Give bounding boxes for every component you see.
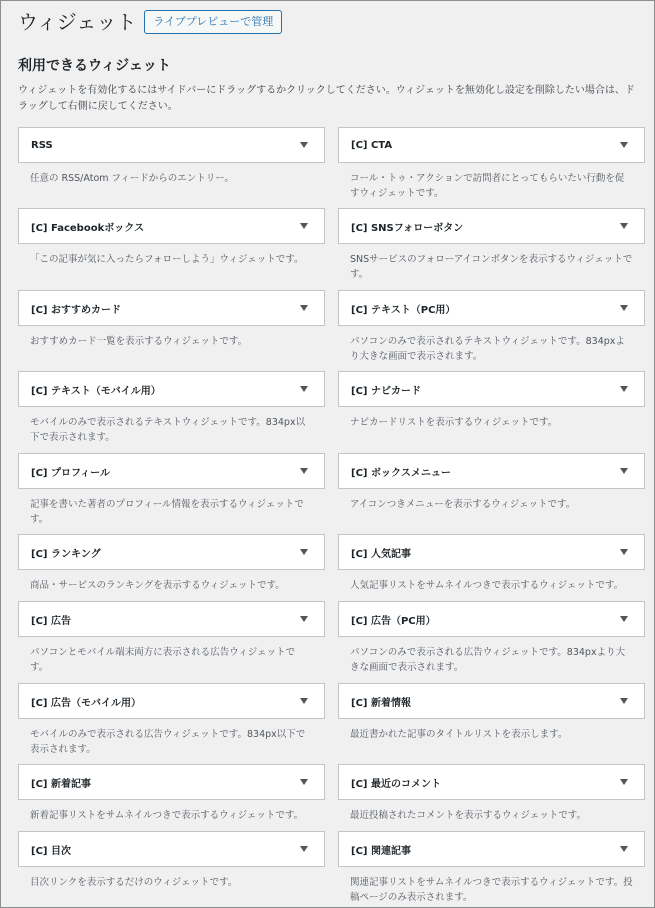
widget-title: [C] CTA: [351, 139, 393, 151]
widget-title: [C] テキスト（PC用）: [351, 304, 456, 316]
widget-title-bar[interactable]: [18, 208, 325, 244]
widget-title-bar[interactable]: [338, 831, 645, 867]
page-title: ウィジェット: [18, 10, 137, 34]
widget-ranking[interactable]: [18, 534, 325, 593]
widget-description: 「この記事が気に入ったらフォローしよう」ウィジェットです。: [30, 254, 304, 265]
page-header: [18, 9, 282, 35]
caret-down-icon[interactable]: [616, 218, 632, 234]
widget-description: おすすめカード一覧を表示するウィジェットです。: [30, 336, 248, 347]
available-widgets-title: 利用できるウィジェット: [18, 58, 171, 74]
widget-description: 商品・サービスのランキングを表示するウィジェットです。: [30, 580, 285, 591]
widget-ad[interactable]: [18, 601, 325, 675]
widget-profile[interactable]: [18, 453, 325, 527]
caret-down-icon[interactable]: [616, 381, 632, 397]
widget-description: コール・トゥ・アクションで訪問者にとってもらいたい行動を促すウィジェットです。: [350, 173, 625, 199]
widget-cta[interactable]: [338, 127, 645, 201]
widget-toc[interactable]: [18, 831, 325, 890]
widget-title-bar[interactable]: [18, 290, 325, 326]
widget-ad-pc[interactable]: [338, 601, 645, 675]
widget-title-bar[interactable]: [338, 290, 645, 326]
widget-text-mobile[interactable]: [18, 371, 325, 445]
widget-popular-posts[interactable]: [338, 534, 645, 593]
caret-down-icon[interactable]: [296, 693, 312, 709]
widget-description: パソコンとモバイル端末両方に表示される広告ウィジェットです。: [30, 647, 296, 673]
widget-description: 人気記事リストをサムネイルつきで表示するウィジェットです。: [350, 580, 624, 591]
widget-title: [C] 新着情報: [351, 697, 411, 709]
widget-new-posts[interactable]: [18, 764, 325, 823]
widget-description: モバイルのみで表示される広告ウィジェットです。834px以下で表示されます。: [30, 729, 306, 755]
widget-title-bar[interactable]: [338, 764, 645, 800]
caret-down-icon[interactable]: [616, 544, 632, 560]
widget-title-bar[interactable]: [338, 371, 645, 407]
widget-title: [C] プロフィール: [31, 467, 110, 479]
live-preview-button[interactable]: ライブプレビューで管理: [144, 10, 282, 34]
caret-down-icon[interactable]: [616, 693, 632, 709]
widget-title-bar[interactable]: [18, 831, 325, 867]
widget-description: アイコンつきメニューを表示するウィジェットです。: [350, 499, 576, 510]
widget-title-bar[interactable]: [18, 764, 325, 800]
caret-down-icon[interactable]: [296, 463, 312, 479]
widget-title: [C] 関連記事: [351, 845, 411, 857]
widget-title-bar[interactable]: [338, 683, 645, 719]
caret-down-icon[interactable]: [296, 218, 312, 234]
widget-description: パソコンのみで表示される広告ウィジェットです。834pxより大きな画面で表示されます。: [350, 647, 626, 673]
caret-down-icon[interactable]: [296, 774, 312, 790]
widget-description: ナビカードリストを表示するウィジェットです。: [350, 417, 558, 428]
widget-title: [C] 広告（PC用）: [351, 615, 436, 627]
widget-title-bar[interactable]: [18, 534, 325, 570]
caret-down-icon[interactable]: [296, 611, 312, 627]
widget-title: [C] テキスト（モバイル用）: [31, 385, 161, 397]
widget-navi-card[interactable]: [338, 371, 645, 430]
widget-title: [C] 人気記事: [351, 548, 411, 560]
widget-title-bar[interactable]: [338, 534, 645, 570]
widget-description: 新着記事リストをサムネイルつきで表示するウィジェットです。: [30, 810, 304, 821]
widget-title-bar[interactable]: [18, 127, 325, 163]
caret-down-icon[interactable]: [296, 381, 312, 397]
widget-title-bar[interactable]: [18, 683, 325, 719]
widget-description: 関連記事リストをサムネイルつきで表示するウィジェットです。投稿ページのみ表示されます。: [350, 877, 633, 903]
widget-text-pc[interactable]: [338, 290, 645, 364]
widget-description: 任意の RSS/Atom フィードからのエントリー。: [30, 173, 234, 184]
widget-related-posts[interactable]: [338, 831, 645, 905]
widget-description: モバイルのみで表示されるテキストウィジェットです。834px以下で表示されます。: [30, 417, 306, 443]
caret-down-icon[interactable]: [296, 300, 312, 316]
widget-title: [C] Facebookボックス: [31, 222, 145, 234]
widget-facebook-box[interactable]: [18, 208, 325, 267]
widget-description: パソコンのみで表示されるテキストウィジェットです。834pxより大きな画面で表示されます。: [350, 336, 625, 362]
caret-down-icon[interactable]: [616, 774, 632, 790]
available-widgets-description: ウィジェットを有効化するにはサイドバーにドラッグするかクリックしてください。ウィジェットを無効化し設定を削除したい場合は、ドラッグして右側に戻してください。: [18, 85, 635, 112]
widget-title: [C] SNSフォローボタン: [351, 222, 464, 234]
widget-rss[interactable]: [18, 127, 325, 186]
widget-title-bar[interactable]: [18, 453, 325, 489]
widget-title: [C] 広告（モバイル用）: [31, 697, 141, 709]
widget-title: [C] ナビカード: [351, 385, 421, 397]
widget-title-bar[interactable]: [18, 371, 325, 407]
caret-down-icon[interactable]: [616, 463, 632, 479]
caret-down-icon[interactable]: [616, 611, 632, 627]
widget-news[interactable]: [338, 683, 645, 742]
widget-description: 最近投稿されたコメントを表示するウィジェットです。: [350, 810, 586, 821]
widget-title: [C] 広告: [31, 615, 71, 627]
widget-title-bar[interactable]: [338, 127, 645, 163]
widget-title: [C] ボックスメニュー: [351, 467, 451, 479]
widget-title: [C] 目次: [31, 845, 71, 857]
caret-down-icon[interactable]: [616, 300, 632, 316]
caret-down-icon[interactable]: [296, 137, 312, 153]
widget-recent-comments[interactable]: [338, 764, 645, 823]
caret-down-icon[interactable]: [296, 841, 312, 857]
widget-box-menu[interactable]: [338, 453, 645, 512]
widget-title-bar[interactable]: [338, 208, 645, 244]
widget-description: 記事を書いた著者のプロフィール情報を表示するウィジェットです。: [30, 499, 304, 525]
widget-sns-follow[interactable]: [338, 208, 645, 282]
widget-title: [C] 最近のコメント: [351, 778, 441, 790]
widget-description: SNSサービスのフォローアイコンボタンを表示するウィジェットです。: [350, 254, 633, 280]
widget-title-bar[interactable]: [338, 453, 645, 489]
caret-down-icon[interactable]: [616, 137, 632, 153]
widget-description: 目次リンクを表示するだけのウィジェットです。: [30, 877, 238, 888]
widget-title: [C] ランキング: [31, 548, 101, 560]
widget-title: [C] 新着記事: [31, 778, 91, 790]
widget-title: [C] おすすめカード: [31, 304, 122, 316]
caret-down-icon[interactable]: [296, 544, 312, 560]
widget-title-bar[interactable]: [18, 601, 325, 637]
widget-recommended-cards[interactable]: [18, 290, 325, 349]
widget-title-bar[interactable]: [338, 601, 645, 637]
caret-down-icon[interactable]: [616, 841, 632, 857]
widget-title: RSS: [31, 139, 53, 151]
widget-description: 最近書かれた記事のタイトルリストを表示します。: [350, 729, 568, 740]
widget-ad-mobile[interactable]: [18, 683, 325, 757]
